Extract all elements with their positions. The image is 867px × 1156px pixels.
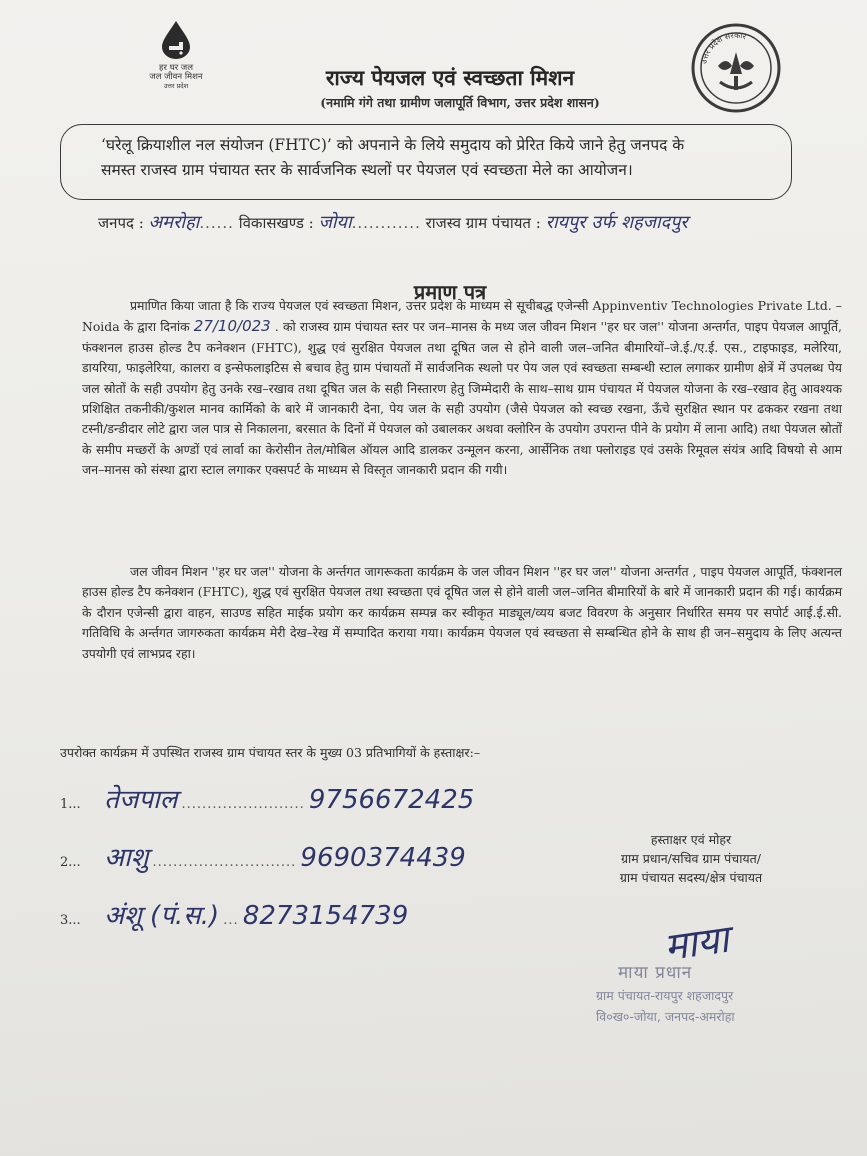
signature-caption: ग्राम पंचायत सदस्य/क्षेत्र पंचायत bbox=[619, 870, 763, 885]
location-fields: जनपद : अमरोहा...... विकासखण्ड : जोया............ राजस्व ग्राम पंचायत : रायपुर उर्फ शहजादपुर bbox=[98, 212, 688, 233]
logo-caption: हर घर जल bbox=[159, 63, 193, 73]
participant-phone: 9756672425 bbox=[308, 785, 475, 815]
logo-caption: जल जीवन मिशन bbox=[149, 72, 203, 82]
signature-caption: ग्राम प्रधान/सचिव ग्राम पंचायत/ bbox=[620, 851, 762, 866]
district-value: अमरोहा bbox=[148, 212, 200, 233]
participant-number: 1... bbox=[60, 797, 81, 812]
participant-row: 1... तेजपाल ........................ 9756672425 bbox=[60, 785, 475, 815]
event-date: 27/10/023 bbox=[193, 317, 271, 336]
banner-line: समस्त राजस्व ग्राम पंचायत स्तर के सार्वजनिक स्थलों पर पेयजल एवं स्वच्छता मेले का आयोजन। bbox=[101, 161, 633, 179]
participant-number: 2... bbox=[60, 855, 81, 870]
participant-row: 3... अंशू (पं.स.) ... 8273154739 bbox=[60, 901, 409, 931]
handwritten-signature: माया bbox=[661, 916, 732, 970]
participants-intro: उपरोक्त कार्यक्रम में उपस्थित राजस्व ग्राम पंचायत स्तर के मुख्य 03 प्रतिभागियों के हस्ताक्षर:– bbox=[60, 745, 481, 760]
water-drop-icon bbox=[159, 20, 193, 60]
para1-text-start: प्रमाणित किया जाता है कि राज्य पेयजल एवं स्वच्छता मिशन, उत्तर प्रदेश के माध्यम से सूचीबद्ध एजेन्सी Appinventiv Technologies Private Ltd. – Noida के द्वारा दिनांक bbox=[82, 298, 842, 335]
page-subtitle: (नमामि गंगे तथा ग्रामीण जलापूर्ति विभाग, उत्तर प्रदेश शासन) bbox=[320, 95, 600, 110]
block-value: जोया bbox=[318, 212, 352, 233]
participant-name: आशु bbox=[104, 843, 149, 873]
panchayat-value: रायपुर उर्फ शहजादपुर bbox=[545, 212, 688, 233]
signature-caption: हस्ताक्षर एवं मोहर bbox=[650, 832, 732, 847]
certificate-paragraph-2: जल जीवन मिशन ''हर घर जल'' योजना के अर्न्तगत जागरूकता कार्यक्रम के जल जीवन मिशन ''हर घर जल'' योजना अन्तर्गत , पाइप पेयजल आपूर्ति, फंक्शनल हाउस होल्ड टैप कनेक्शन (FHTC), शुद्ध एवं सुरक्षित पेयजल तथा स्वच्छता एवं दूषित जल से होने वाली जल–जनित बीमारियों के बारे में जानकारी प्रदान की गई। कार्यक्रम के दौरान एजेन्सी द्वारा वाहन, साउण्ड सहित माईक प्रयोग कर कार्यक्रम सम्पन्न कर स्वीकृत माड्यूल/व्यय बजट विवरण के अनुसार निर्धारित समय पर सपोर्ट आई.ई.सी. गतिविधि के अर्न्तगत जागरुकता कार्यक्रम मेरी देख–रेख में सम्पादित कराया गया। कार्यक्रम पेयजल एवं स्वच्छता से सम्बन्धित होने के साथ ही जन–समुदाय के लिए अत्यन्त उपयोगी एवं लाभप्रद रहा। bbox=[82, 564, 842, 661]
certificate-paragraph-1 bbox=[82, 296, 842, 481]
event-banner bbox=[60, 124, 792, 200]
page-title: राज्य पेयजल एवं स्वच्छता मिशन bbox=[325, 65, 575, 90]
official-stamp bbox=[596, 960, 816, 1025]
participant-row: 2... आशु ............................ 9690374439 bbox=[60, 843, 466, 873]
participant-phone: 9690374439 bbox=[300, 843, 466, 873]
participant-number: 3... bbox=[60, 913, 81, 928]
stamp-line: माया प्रधान bbox=[618, 963, 693, 983]
logo-caption: उत्तर प्रदेश bbox=[163, 82, 189, 90]
jal-jeevan-mission-logo bbox=[136, 20, 216, 91]
district-label: जनपद : bbox=[98, 214, 144, 232]
up-government-emblem bbox=[690, 22, 782, 114]
stamp-line: ग्राम पंचायत-रायपुर शहजादपुर bbox=[596, 988, 734, 1003]
certificate-heading: प्रमाण पत्र bbox=[413, 280, 487, 304]
block-label: विकासखण्ड : bbox=[238, 214, 314, 232]
participant-phone: 8273154739 bbox=[242, 901, 409, 931]
participant-name: तेजपाल bbox=[104, 785, 178, 815]
panchayat-label: राजस्व ग्राम पंचायत : bbox=[425, 214, 541, 232]
stamp-line: वि०ख०-जोया, जनपद-अमरोहा bbox=[596, 1009, 735, 1024]
emblem-text: उत्तर प्रदेश सरकार bbox=[699, 30, 748, 65]
signature-block bbox=[576, 830, 806, 887]
para1-text-end: . को राजस्व ग्राम पंचायत स्तर पर जन–मानस के मध्य जल जीवन मिशन ''हर घर जल'' योजना अन्तर्गत, पाइप पेयजल आपूर्ति, फंक्शनल हाउस होल्ड टैप कनेक्शन (FHTC), शुद्ध एवं सुरक्षित पेयजल तथा दूषित जल से होने वाली जल–जनित बीमारियों–जे.ई./ए.ई. एस., टाइफाइड, मलेरिया, डायरिया, फाइलेरिया, कालरा व इन्सेफलाइटिस से बचाव हेतु ग्राम पंचायतों में सार्वजनिक स्थलो पर पेय जल एवं स्वच्छता सम्बन्धी स्टाल लगाकर ग्रामीण क्षेत्रें में उपलब्ध पेय जल स्रोतों के सही उपयोग हेतु उनके रख–रखाव तथा दूषित जल के सही निस्तारण हेतु जिम्मेदारी के साथ–साथ ग्राम पंचायत में पेयजल योजना के रख–रखाव हेतु आवश्यक प्रशिक्षित तकनीकी/कुशल मानव कार्मिको के बारे में जानकारी देना, पेय जल के सही उपयोग (जैसे पेयजल को स्वच्छ रखना, ऊँचे सुरक्षित स्थान पर ढककर रखना तथा टस्नी/डन्डीदार लोटे द्वारा जल पात्र से निकालना, बरसात के दिनों में पेयजल को उबालकर अथवा क्लोरिन के उपयोग उपरान्त पीने के प्रयोग में लाना आदि) तथा पेयजल स्रोतों के समीप मच्छरों के अण्डों एवं लार्वा का केरोसीन तेल/मोबिल ऑयल आदि डालकर उन्मूलन करना, आर्सेनिक तथा फ्लोराइड एवं उसके रिमूवल संयंत्र आदि विषयो से आम जन–मानस को संस्था द्वारा स्टाल लगाकर एक्सपर्ट के माध्यम से विस्तृत जानकारी प्रदान की गयी। bbox=[82, 319, 842, 478]
banner-line: ‘घरेलू क्रियाशील नल संयोजन (FHTC)’ को अपनाने के लिये समुदाय को प्रेरित किये जाने हेतु जनपद के bbox=[101, 136, 685, 154]
participant-name: अंशू (पं.स.) bbox=[104, 901, 220, 931]
